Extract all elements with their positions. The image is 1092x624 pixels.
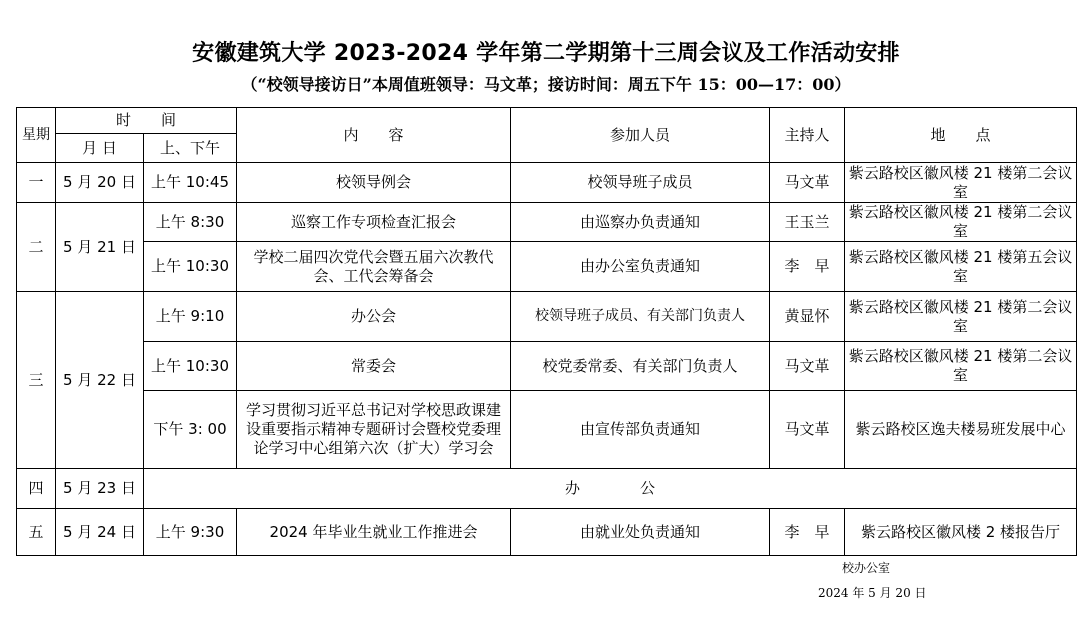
location-cell: 紫云路校区徽风楼 21 楼第二会议室 <box>845 342 1077 391</box>
content-cell: 常委会 <box>237 342 511 391</box>
weekday-cell: 四 <box>17 469 56 509</box>
header-host: 主持人 <box>770 108 845 163</box>
time-cell: 上午 10:30 <box>144 242 237 292</box>
weekday-cell: 一 <box>17 163 56 203</box>
host-cell: 马文革 <box>770 163 845 203</box>
content-cell: 巡察工作专项检查汇报会 <box>237 203 511 242</box>
location-cell: 紫云路校区徽风楼 2 楼报告厅 <box>845 509 1077 556</box>
table-row <box>17 509 1077 556</box>
content-cell: 2024 年毕业生就业工作推进会 <box>237 509 511 556</box>
content-cell: 学校二届四次党代会暨五届六次教代会、工代会筹备会 <box>237 242 511 292</box>
time-cell: 上午 9:30 <box>144 509 237 556</box>
participants-cell: 校领导班子成员、有关部门负责人 <box>511 292 770 342</box>
time-cell: 下午 3: 00 <box>144 391 237 469</box>
header-weekday: 星期 <box>17 108 56 163</box>
content-cell: 办公会 <box>237 292 511 342</box>
date-cell: 5 月 24 日 <box>56 509 144 556</box>
participants-cell: 由巡察办负责通知 <box>511 203 770 242</box>
weekday-cell: 五 <box>17 509 56 556</box>
header-location: 地 点 <box>845 108 1077 163</box>
schedule-table <box>16 107 1077 556</box>
table-row <box>17 292 1077 342</box>
header-date: 月 日 <box>56 134 144 163</box>
content-cell: 校领导例会 <box>237 163 511 203</box>
participants-cell: 由宣传部负责通知 <box>511 391 770 469</box>
location-cell: 紫云路校区徽风楼 21 楼第二会议室 <box>845 163 1077 203</box>
time-cell: 上午 9:10 <box>144 292 237 342</box>
weekday-cell: 二 <box>17 203 56 292</box>
weekday-cell: 三 <box>17 292 56 469</box>
location-cell: 紫云路校区徽风楼 21 楼第二会议室 <box>845 203 1077 242</box>
header-period: 上、下午 <box>144 134 237 163</box>
date-cell: 5 月 22 日 <box>56 292 144 469</box>
content-cell: 学习贯彻习近平总书记对学校思政课建设重要指示精神专题研讨会暨校党委理论学习中心组第六次（扩大）学习会 <box>237 391 511 469</box>
host-cell: 马文革 <box>770 391 845 469</box>
host-cell: 李 早 <box>770 509 845 556</box>
header-content: 内 容 <box>237 108 511 163</box>
participants-cell: 校党委常委、有关部门负责人 <box>511 342 770 391</box>
table-row <box>17 203 1077 242</box>
time-cell: 上午 10:30 <box>144 342 237 391</box>
header-participants: 参加人员 <box>511 108 770 163</box>
date-cell: 5 月 21 日 <box>56 203 144 292</box>
participants-cell: 由就业处负责通知 <box>511 509 770 556</box>
date-cell: 5 月 20 日 <box>56 163 144 203</box>
host-cell: 王玉兰 <box>770 203 845 242</box>
table-row <box>17 391 1077 469</box>
footer-office: 校办公室 <box>842 561 891 575</box>
host-cell: 黄显怀 <box>770 292 845 342</box>
host-cell: 马文革 <box>770 342 845 391</box>
office-note-cell: 办 公 <box>144 469 1077 509</box>
location-cell: 紫云路校区徽风楼 21 楼第五会议室 <box>845 242 1077 292</box>
time-cell: 上午 8:30 <box>144 203 237 242</box>
date-cell: 5 月 23 日 <box>56 469 144 509</box>
footer-date: 2024 年 5 月 20 日 <box>818 586 927 600</box>
location-cell: 紫云路校区逸夫楼易班发展中心 <box>845 391 1077 469</box>
location-cell: 紫云路校区徽风楼 21 楼第二会议室 <box>845 292 1077 342</box>
page-subtitle: （“校领导接访日”本周值班领导：马文革；接访时间：周五下午 15：00—17：00） <box>241 75 851 94</box>
header-time: 时 间 <box>56 108 237 134</box>
table-row <box>17 469 1077 509</box>
table-row <box>17 342 1077 391</box>
time-cell: 上午 10:45 <box>144 163 237 203</box>
participants-cell: 由办公室负责通知 <box>511 242 770 292</box>
table-row <box>17 163 1077 203</box>
table-row <box>17 242 1077 292</box>
page-title: 安徽建筑大学 2023-2024 学年第二学期第十三周会议及工作活动安排 <box>192 41 900 66</box>
participants-cell: 校领导班子成员 <box>511 163 770 203</box>
host-cell: 李 早 <box>770 242 845 292</box>
